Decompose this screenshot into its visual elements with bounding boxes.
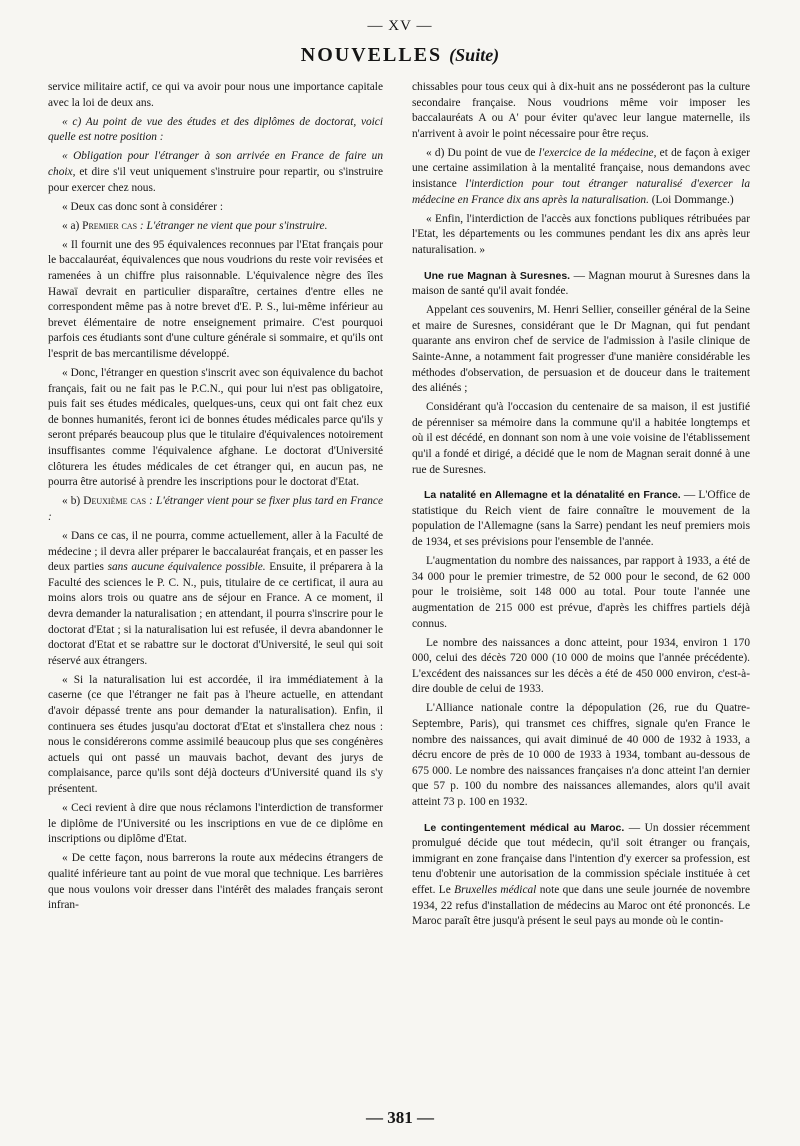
- right-column: [412, 80, 750, 933]
- paragraph: « Deux cas donc sont à considérer :: [62, 200, 223, 213]
- paragraph: L'augmentation du nombre des naissances, par rapport à 1933, a été de 34 000 pour le premier trimestre, de 52 000 pour le second, de 62 000 pour le troisième, soit 148 000 au total. Pour toute l'année une augmentation de 215 000 est prévue, d'après les chiffres partiels déjà connus.: [412, 555, 750, 630]
- paragraph: Appelant ces souvenirs, M. Henri Sellier, conseiller général de la Seine et maire de Suresnes, considérant que le Dr Magnan, qui fut pendant quarante ans environ chef de service de l'admission à l'asile clinique de Sainte-Anne, a notamment fait progresser d'une manière considérable les méthodes d'observation, de persuasion et de douceur dans le traitement des aliénés ;: [412, 304, 750, 395]
- page-number: — 381 —: [366, 1108, 434, 1127]
- section-title: Une rue Magnan à Suresnes.: [424, 269, 571, 282]
- page-header: — XV —: [367, 18, 433, 34]
- paragraph: « Donc, l'étranger en question s'inscrit avec son équivalence du bachot français, fait ou ne fait pas le P.C.N., qui pour lui n'est pas obligatoire, puis fait ses études médicales, quelques-uns, ceux qui ont fait chez eux de bonnes humanités, feront ici de bonnes études médicales parce qu'ils y seront préparés beaucoup plus que le titulaire d'équivalences notoirement insuffisantes comme l'équivalence afghane. Le doctorat d'Université clôturera les études médicales de cet étranger qui, en aucun pas, ne pourra être autorisé à prendre les inscriptions pour le doctorat d'Etat.: [48, 367, 383, 489]
- paragraph: service militaire actif, ce qui va avoir pour nous une importance capitale avec la loi de deux ans.: [48, 81, 383, 109]
- title-suite: (Suite): [449, 45, 500, 65]
- section-natalite: La natalité en Allemagne et la dénatalité en France. — L'Office de statistique du Reich vient de faire connaître le mouvement de la population de l'Allemagne (sans la Sarre) pendant les neuf premiers mois de 1934, et ses prévisions pour l'ensemble de l'année.: [412, 489, 750, 549]
- paragraph: « Il fournit une des 95 équivalences reconnues par l'Etat français pour le baccalauréat, équivalences que nous voudrions du reste voir revisées et ramenées à un chiffre plus raisonnable. L'équivalence nègre des îles Hawaï devrait en particulier disparaître, certaines d'entre elles ne correspondent même pas à notre brevet d'E. P. S., lui-même inférieur au brevet élémentaire de notre enseignement primaire. C'est pourquoi parfois ces étudiants sont d'une culture générale si sommaire, et qu'ils ont l'esprit de bas mercantilisme développé.: [48, 238, 383, 360]
- paragraph: « b) Deuxième cas : L'étranger vient pour se fixer plus tard en France :: [48, 495, 384, 523]
- paragraph: « Ceci revient à dire que nous réclamons l'interdiction de transformer le diplôme de l'Université ou les inscriptions en vue de ce diplôme en inscriptions ou diplôme d'Etat.: [48, 802, 383, 846]
- section-title: Le contingentement médical au Maroc.: [424, 821, 625, 834]
- section-magnan: Une rue Magnan à Suresnes. — Magnan mourut à Suresnes dans la maison de santé qu'il avait fondée.: [412, 269, 751, 298]
- left-column: [48, 80, 383, 917]
- paragraph: « Obligation pour l'étranger à son arrivée en France de faire un choix, et dire s'il veut uniquement s'instruire pour repartir, ou s'instruire pour exercer chez nous.: [48, 150, 383, 194]
- paragraph: « Enfin, l'interdiction de l'accès aux fonctions publiques rétribuées par l'Etat, les départements ou les communes pendant les dix ans après leur naturalisation. »: [412, 212, 750, 256]
- paragraph: « a) Premier cas : L'étranger ne vient que pour s'instruire.: [62, 219, 328, 232]
- paragraph: « De cette façon, nous barrerons la route aux médecins étrangers de qualité inférieure tant au point de vue moral que technique. Les barrières que nous voulons voir dresser dans l'intérêt des malades français seront infran-: [48, 852, 383, 912]
- paragraph: « c) Au point de vue des études et des diplômes de doctorat, voici quelle est notre position :: [48, 115, 383, 144]
- paragraph: Le nombre des naissances a donc atteint, pour 1934, environ 1 170 000, celui des décès 720 000 (10 000 de moins que l'année précédente). L'excédent des naissances sur les décès a été de 450 000 environ, c'est-à-dire double de celui de 1933.: [412, 636, 750, 696]
- section-maroc: Le contingentement médical au Maroc. — Un dossier récemment promulgué décide que tout médecin, qu'il soit étranger ou français, immigrant en zone française dans l'intention d'y exercer sa profession, est tenu d'obtenir une autorisation de la commission spéciale instituée à cet effet. Le Bruxelles médical note que dans une seule journée de novembre 1934, 22 refus d'installation de médecins au Maroc ont été prononcés. Le Maroc paraît être jusqu'à présent le seul pays au monde où le contin-: [412, 821, 750, 928]
- page-title: [0, 44, 800, 67]
- paragraph: L'Alliance nationale contre la dépopulation (26, rue du Quatre-Septembre, Paris), qui transmet ces chiffres, signale qu'en France le nombre des naissances, qui avait diminué de 40 000 de 1932 à 1933, a décru encore de près de 10 000 de 1933 à 1934, tombant au-dessous de 675 000. Le nombre des naissances françaises n'a donc atteint l'an dernier que 57 p. 100 du nombre des naissances allemandes, alors qu'il avait atteint 73 p. 100 en 1932.: [412, 702, 750, 809]
- paragraph: Considérant qu'à l'occasion du centenaire de sa maison, il est justifié de pérenniser sa mémoire dans la commune qu'il a habitée longtemps et où il est décédé, en donnant son nom à une voie voisine de l'établissement qu'il a fondé et dirigé, a décidé que le nom de Magnan serait donné à une rue de Suresnes.: [412, 401, 750, 476]
- section-title: La natalité en Allemagne et la dénatalité en France.: [424, 489, 681, 502]
- paragraph: chissables pour tous ceux qui à dix-huit ans ne posséderont pas la culture secondaire française. Nous voudrions même voir imposer les baccalauréats A ou A' pour éviter qu'avec leur langue maternelle, ils n'arrivent à avoir le point nécessaire pour être reçus.: [412, 81, 750, 140]
- paragraph: « Dans ce cas, il ne pourra, comme actuellement, aller à la Faculté de médecine ; il devra aller préparer le baccalauréat français, et en passer les deux parties sans aucune équivalence possible. Ensuite, il préparera à la Faculté des sciences le P. C. N., puis, titulaire de ce certificat, il aura au moins alors trois ou quatre ans de séjour en France. A ce moment, il devra demander la naturalisation ; en attendant, il pourra s'inscrire pour le doctorat d'Etat ; si la naturalisation lui est refusée, il devra abandonner le doctorat d'Etat et se rabattre sur le doctorat d'Université, le seul qui soit réservé aux étrangers.: [48, 530, 383, 667]
- paragraph: « Si la naturalisation lui est accordée, il ira immédiatement à la caserne (ce que l'étranger ne fait pas à l'heure actuelle, en attendant d'avoir dépassé trente ans pour demander la naturalisation). Enfin, il continuera ses études jusqu'au doctorat d'Etat et s'installera chez nous : nous le considérerons comme assimilé beaucoup plus que ses congénères actuels qui ont passé un mauvais bachot, devant des jurys de complaisance, parce qu'ils sont déjà docteurs d'Université quand ils s'y présentent.: [48, 673, 383, 796]
- paragraph: « d) Du point de vue de l'exercice de la médecine, et de façon à exiger une certaine assimilation à la mentalité française, nous demandons avec insistance l'interdiction pour tout étranger naturalisé d'exercer la médecine en France dix ans après la naturalisation. (Loi Dommange.): [412, 146, 750, 206]
- title-main: NOUVELLES: [300, 44, 443, 66]
